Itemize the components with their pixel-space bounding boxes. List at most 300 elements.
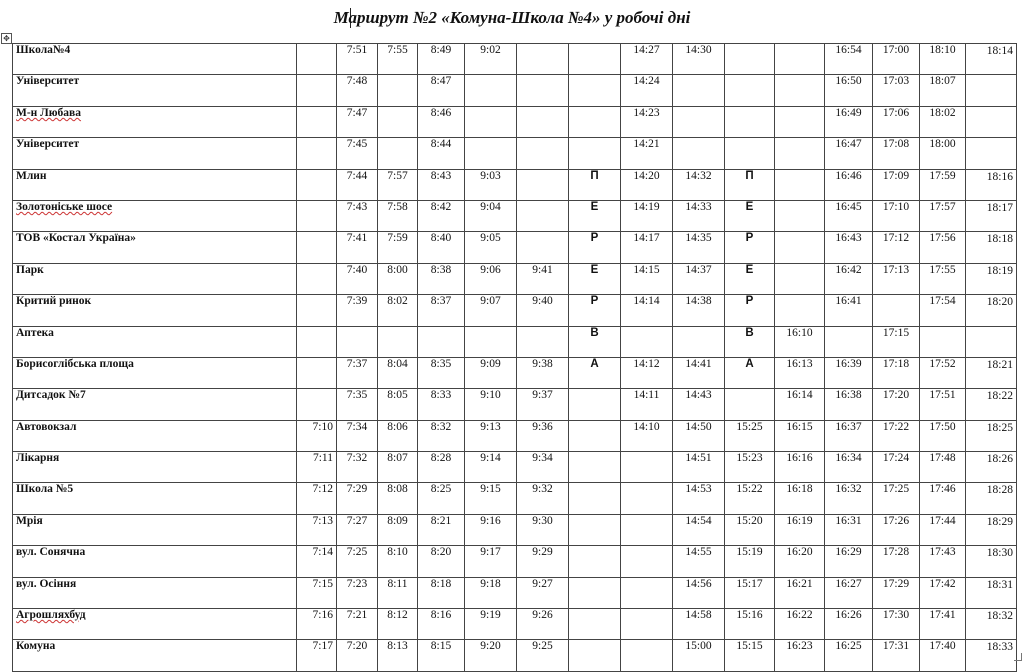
stop-name [13, 420, 297, 451]
departure-time: 7:48 [337, 75, 378, 106]
departure-time: 8:08 [378, 483, 418, 514]
stop-name [13, 483, 297, 514]
departure-time [920, 326, 966, 357]
departure-time: 18:33 [966, 640, 1017, 671]
departure-time: 8:43 [418, 169, 465, 200]
departure-time [517, 106, 569, 137]
departure-time [569, 640, 621, 671]
departure-time: 17:31 [873, 640, 920, 671]
departure-time: 17:30 [873, 609, 920, 640]
departure-time [725, 138, 775, 169]
departure-time: 9:41 [517, 263, 569, 294]
departure-time [569, 546, 621, 577]
departure-time: 18:26 [966, 452, 1017, 483]
departure-time: 16:13 [775, 357, 825, 388]
departure-time: 8:25 [418, 483, 465, 514]
departure-time: 8:40 [418, 232, 465, 263]
table-row [13, 514, 1017, 545]
departure-time [966, 138, 1017, 169]
departure-time [725, 106, 775, 137]
stop-name [13, 106, 297, 137]
departure-time: 18:14 [966, 44, 1017, 75]
departure-time [297, 326, 337, 357]
departure-time: 14:55 [673, 546, 725, 577]
departure-time: 16:15 [775, 420, 825, 451]
departure-time: 8:12 [378, 609, 418, 640]
departure-time: 9:09 [465, 357, 517, 388]
vertical-note-letter: П [725, 169, 775, 200]
departure-time: 7:32 [337, 452, 378, 483]
departure-time: 7:47 [337, 106, 378, 137]
departure-time: 16:34 [825, 452, 873, 483]
departure-time: 17:55 [920, 263, 966, 294]
table-row [13, 389, 1017, 420]
departure-time: 9:02 [465, 44, 517, 75]
departure-time: 15:16 [725, 609, 775, 640]
departure-time: 7:58 [378, 200, 418, 231]
departure-time: 9:27 [517, 577, 569, 608]
departure-time: 8:13 [378, 640, 418, 671]
stop-name [13, 514, 297, 545]
departure-time: 17:42 [920, 577, 966, 608]
stop-name-text: Лікарня [16, 452, 60, 465]
vertical-note-letter: А [569, 357, 621, 388]
departure-time: 16:38 [825, 389, 873, 420]
departure-time [621, 514, 673, 545]
departure-time: 9:40 [517, 295, 569, 326]
departure-time [297, 232, 337, 263]
departure-time: 16:19 [775, 514, 825, 545]
departure-time [621, 452, 673, 483]
departure-time [966, 106, 1017, 137]
stop-name-text: Млин [16, 169, 47, 182]
departure-time: 9:38 [517, 357, 569, 388]
departure-time: 14:11 [621, 389, 673, 420]
departure-time [775, 263, 825, 294]
departure-time: 9:20 [465, 640, 517, 671]
departure-time: 17:09 [873, 169, 920, 200]
stop-name-text: вул. Осіння [16, 577, 77, 590]
departure-time: 17:08 [873, 138, 920, 169]
departure-time [725, 44, 775, 75]
departure-time [569, 106, 621, 137]
departure-time: 9:13 [465, 420, 517, 451]
departure-time: 15:19 [725, 546, 775, 577]
departure-time: 9:03 [465, 169, 517, 200]
stop-name-text: Критий ринок [16, 295, 92, 308]
departure-time [775, 44, 825, 75]
departure-time: 7:34 [337, 420, 378, 451]
departure-time: 16:41 [825, 295, 873, 326]
departure-time: 14:21 [621, 138, 673, 169]
departure-time: 14:27 [621, 44, 673, 75]
departure-time: 9:34 [517, 452, 569, 483]
departure-time: 7:43 [337, 200, 378, 231]
departure-time: 14:19 [621, 200, 673, 231]
departure-time: 7:55 [378, 44, 418, 75]
departure-time [569, 514, 621, 545]
departure-time: 9:29 [517, 546, 569, 577]
departure-time: 9:25 [517, 640, 569, 671]
departure-time: 17:26 [873, 514, 920, 545]
departure-time: 8:20 [418, 546, 465, 577]
departure-time: 18:31 [966, 577, 1017, 608]
departure-time [673, 138, 725, 169]
departure-time: 16:27 [825, 577, 873, 608]
departure-time: 17:54 [920, 295, 966, 326]
departure-time: 8:06 [378, 420, 418, 451]
departure-time: 9:17 [465, 546, 517, 577]
table-row [13, 640, 1017, 671]
stop-name-text: Аптека [16, 326, 54, 339]
departure-time: 17:40 [920, 640, 966, 671]
departure-time [297, 389, 337, 420]
departure-time [621, 577, 673, 608]
departure-time: 14:24 [621, 75, 673, 106]
departure-time [569, 44, 621, 75]
stop-name [13, 357, 297, 388]
stop-name-text: Агрошляхбуд [16, 609, 86, 622]
stop-name-text: Золотоніське шосе [16, 200, 113, 213]
page-title: Маршрут №2 «Комуна-Школа №4» у робочі дні [333, 8, 691, 27]
departure-time [621, 546, 673, 577]
departure-time: 15:15 [725, 640, 775, 671]
departure-time: 7:23 [337, 577, 378, 608]
departure-time [673, 75, 725, 106]
departure-time: 8:10 [378, 546, 418, 577]
departure-time: 8:49 [418, 44, 465, 75]
departure-time: 14:12 [621, 357, 673, 388]
vertical-note-letter: В [569, 326, 621, 357]
departure-time: 7:40 [337, 263, 378, 294]
stop-name-text: Школа№4 [16, 44, 71, 56]
table-row [13, 232, 1017, 263]
departure-time: 17:18 [873, 357, 920, 388]
departure-time [297, 200, 337, 231]
departure-time [673, 326, 725, 357]
departure-time: 15:23 [725, 452, 775, 483]
departure-time: 16:18 [775, 483, 825, 514]
departure-time [775, 295, 825, 326]
departure-time [569, 389, 621, 420]
departure-time: 18:30 [966, 546, 1017, 577]
departure-time: 7:21 [337, 609, 378, 640]
stop-name-text: Комуна [16, 640, 56, 653]
departure-time: 14:53 [673, 483, 725, 514]
departure-time [517, 232, 569, 263]
departure-time: 18:02 [920, 106, 966, 137]
departure-time: 8:05 [378, 389, 418, 420]
departure-time: 7:11 [297, 452, 337, 483]
departure-time: 8:35 [418, 357, 465, 388]
table-row [13, 44, 1017, 75]
table-row [13, 295, 1017, 326]
departure-time: 8:32 [418, 420, 465, 451]
departure-time [297, 169, 337, 200]
departure-time: 9:16 [465, 514, 517, 545]
departure-time [569, 577, 621, 608]
departure-time [297, 138, 337, 169]
stop-name [13, 169, 297, 200]
departure-time: 14:58 [673, 609, 725, 640]
departure-time [517, 44, 569, 75]
departure-time: 17:50 [920, 420, 966, 451]
departure-time [465, 106, 517, 137]
table-row [13, 609, 1017, 640]
table-row [13, 577, 1017, 608]
departure-time [569, 483, 621, 514]
departure-time [418, 326, 465, 357]
stop-name [13, 609, 297, 640]
departure-time: 16:23 [775, 640, 825, 671]
vertical-note-letter: П [569, 169, 621, 200]
table-row [13, 106, 1017, 137]
departure-time: 16:54 [825, 44, 873, 75]
departure-time: 9:15 [465, 483, 517, 514]
departure-time: 18:25 [966, 420, 1017, 451]
departure-time: 16:25 [825, 640, 873, 671]
departure-time: 17:51 [920, 389, 966, 420]
departure-time: 17:22 [873, 420, 920, 451]
departure-time [378, 326, 418, 357]
departure-time: 16:10 [775, 326, 825, 357]
departure-time: 7:13 [297, 514, 337, 545]
table-row [13, 452, 1017, 483]
departure-time [465, 326, 517, 357]
departure-time: 14:33 [673, 200, 725, 231]
departure-time: 8:21 [418, 514, 465, 545]
vertical-note-letter: Е [569, 200, 621, 231]
departure-time: 8:00 [378, 263, 418, 294]
departure-time: 7:27 [337, 514, 378, 545]
departure-time: 17:52 [920, 357, 966, 388]
departure-time: 8:38 [418, 263, 465, 294]
departure-time: 8:18 [418, 577, 465, 608]
vertical-note-letter: Е [725, 263, 775, 294]
departure-time: 17:43 [920, 546, 966, 577]
departure-time [569, 138, 621, 169]
departure-time: 17:00 [873, 44, 920, 75]
departure-time: 8:15 [418, 640, 465, 671]
stop-name [13, 326, 297, 357]
departure-time: 17:56 [920, 232, 966, 263]
schedule-body [13, 44, 1017, 672]
departure-time: 7:35 [337, 389, 378, 420]
stop-name [13, 200, 297, 231]
departure-time [775, 200, 825, 231]
departure-time: 18:10 [920, 44, 966, 75]
departure-time: 7:51 [337, 44, 378, 75]
departure-time [297, 357, 337, 388]
departure-time: 17:03 [873, 75, 920, 106]
departure-time: 7:20 [337, 640, 378, 671]
departure-time: 17:46 [920, 483, 966, 514]
departure-time [725, 75, 775, 106]
stop-name-text: вул. Сонячна [16, 546, 86, 559]
departure-time [517, 326, 569, 357]
stop-name [13, 75, 297, 106]
stop-name-text: Борисоглібська площа [16, 357, 134, 370]
vertical-note-letter: Е [569, 263, 621, 294]
vertical-note-letter: Р [725, 232, 775, 263]
departure-time: 16:32 [825, 483, 873, 514]
departure-time: 17:59 [920, 169, 966, 200]
departure-time: 9:04 [465, 200, 517, 231]
departure-time: 8:09 [378, 514, 418, 545]
departure-time: 18:29 [966, 514, 1017, 545]
departure-time: 17:48 [920, 452, 966, 483]
vertical-note-letter: Е [725, 200, 775, 231]
departure-time: 16:21 [775, 577, 825, 608]
departure-time: 14:54 [673, 514, 725, 545]
departure-time: 16:20 [775, 546, 825, 577]
departure-time [621, 326, 673, 357]
departure-time: 14:23 [621, 106, 673, 137]
departure-time [378, 75, 418, 106]
departure-time: 9:06 [465, 263, 517, 294]
departure-time: 8:16 [418, 609, 465, 640]
departure-time: 8:44 [418, 138, 465, 169]
departure-time: 18:18 [966, 232, 1017, 263]
departure-time: 16:47 [825, 138, 873, 169]
table-row [13, 169, 1017, 200]
departure-time: 16:42 [825, 263, 873, 294]
departure-time: 7:41 [337, 232, 378, 263]
departure-time: 8:37 [418, 295, 465, 326]
departure-time: 9:14 [465, 452, 517, 483]
departure-time: 8:07 [378, 452, 418, 483]
departure-time [621, 483, 673, 514]
departure-time: 17:44 [920, 514, 966, 545]
departure-time: 9:10 [465, 389, 517, 420]
departure-time [673, 106, 725, 137]
departure-time: 14:43 [673, 389, 725, 420]
stop-name-text: Парк [16, 263, 44, 276]
departure-time: 7:59 [378, 232, 418, 263]
departure-time: 16:31 [825, 514, 873, 545]
table-row [13, 263, 1017, 294]
departure-time [569, 609, 621, 640]
departure-time: 17:06 [873, 106, 920, 137]
stop-name-text: Університет [16, 138, 80, 151]
departure-time: 18:19 [966, 263, 1017, 294]
departure-time: 15:20 [725, 514, 775, 545]
departure-time: 16:49 [825, 106, 873, 137]
stop-name-text: М-н Любава [16, 106, 82, 119]
departure-time [775, 138, 825, 169]
departure-time: 14:35 [673, 232, 725, 263]
departure-time: 9:36 [517, 420, 569, 451]
stop-name-text: Школа №5 [16, 483, 74, 496]
vertical-note-letter: Р [569, 295, 621, 326]
departure-time [775, 169, 825, 200]
departure-time: 18:07 [920, 75, 966, 106]
departure-time: 14:41 [673, 357, 725, 388]
departure-time: 8:47 [418, 75, 465, 106]
departure-time [775, 106, 825, 137]
table-row [13, 75, 1017, 106]
departure-time: 7:14 [297, 546, 337, 577]
departure-time: 9:32 [517, 483, 569, 514]
departure-time: 9:30 [517, 514, 569, 545]
departure-time: 9:18 [465, 577, 517, 608]
stop-name [13, 640, 297, 671]
departure-time: 18:20 [966, 295, 1017, 326]
table-row [13, 357, 1017, 388]
departure-time: 9:37 [517, 389, 569, 420]
departure-time: 14:38 [673, 295, 725, 326]
departure-time: 18:32 [966, 609, 1017, 640]
stop-name [13, 263, 297, 294]
departure-time [775, 232, 825, 263]
departure-time: 7:25 [337, 546, 378, 577]
departure-time [621, 640, 673, 671]
departure-time: 17:13 [873, 263, 920, 294]
departure-time [621, 609, 673, 640]
departure-time [465, 75, 517, 106]
departure-time: 14:30 [673, 44, 725, 75]
departure-time [465, 138, 517, 169]
departure-time: 18:28 [966, 483, 1017, 514]
departure-time: 7:45 [337, 138, 378, 169]
departure-time: 18:16 [966, 169, 1017, 200]
departure-time: 15:17 [725, 577, 775, 608]
departure-time: 16:43 [825, 232, 873, 263]
stop-name [13, 546, 297, 577]
departure-time: 16:22 [775, 609, 825, 640]
departure-time [517, 200, 569, 231]
table-move-icon[interactable]: ✥ [1, 33, 12, 44]
vertical-note-letter: В [725, 326, 775, 357]
departure-time: 14:50 [673, 420, 725, 451]
departure-time: 7:57 [378, 169, 418, 200]
departure-time: 8:11 [378, 577, 418, 608]
departure-time: 15:25 [725, 420, 775, 451]
stop-name-text: Університет [16, 75, 80, 88]
stop-name [13, 452, 297, 483]
departure-time: 17:29 [873, 577, 920, 608]
departure-time: 14:10 [621, 420, 673, 451]
departure-time: 16:14 [775, 389, 825, 420]
table-row [13, 200, 1017, 231]
table-resize-handle[interactable] [1014, 653, 1022, 661]
departure-time [297, 106, 337, 137]
departure-time: 14:14 [621, 295, 673, 326]
departure-time: 16:50 [825, 75, 873, 106]
departure-time: 9:07 [465, 295, 517, 326]
departure-time: 17:20 [873, 389, 920, 420]
departure-time: 14:51 [673, 452, 725, 483]
stop-name [13, 577, 297, 608]
stop-name-text: ТОВ «Костал Україна» [16, 232, 136, 245]
departure-time: 8:04 [378, 357, 418, 388]
schedule-table [12, 43, 1017, 672]
table-row [13, 326, 1017, 357]
departure-time: 17:12 [873, 232, 920, 263]
stop-name [13, 295, 297, 326]
departure-time: 17:10 [873, 200, 920, 231]
vertical-note-letter: Р [725, 295, 775, 326]
departure-time: 17:41 [920, 609, 966, 640]
departure-time [378, 106, 418, 137]
departure-time: 7:15 [297, 577, 337, 608]
departure-time: 18:22 [966, 389, 1017, 420]
departure-time: 16:46 [825, 169, 873, 200]
stop-name [13, 138, 297, 169]
departure-time [966, 326, 1017, 357]
stop-name [13, 44, 297, 75]
departure-time: 16:39 [825, 357, 873, 388]
